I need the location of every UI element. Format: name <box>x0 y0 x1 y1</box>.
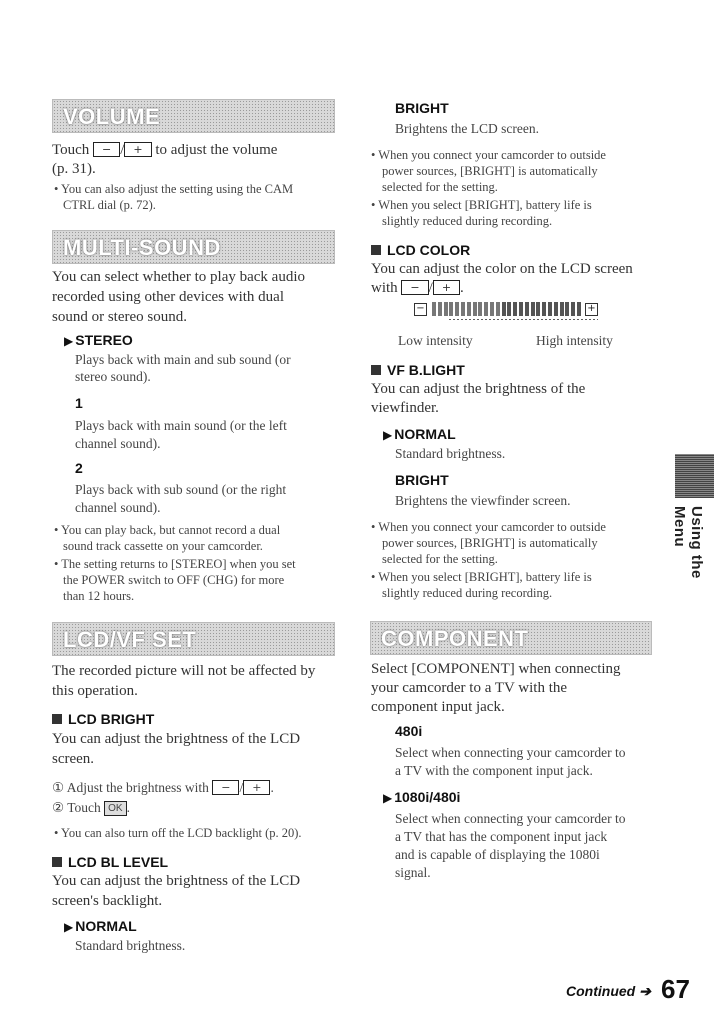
section-banner-volume: VOLUME <box>52 99 335 133</box>
intensity-segment <box>455 302 459 316</box>
page-number: 67 <box>661 974 690 1004</box>
section-banner-component: COMPONENT <box>370 621 652 655</box>
intensity-segment <box>467 302 471 316</box>
intensity-segment <box>548 302 552 316</box>
intensity-segment <box>502 302 506 316</box>
square-bullet-icon <box>371 245 381 255</box>
intensity-segment <box>432 302 436 316</box>
selected-triangle-icon: ▶ <box>64 920 74 934</box>
option-stereo: ▶ STEREO <box>64 332 133 348</box>
low-intensity-label: Low intensity <box>398 333 473 348</box>
selected-triangle-icon: ▶ <box>383 791 393 805</box>
intensity-segment <box>461 302 465 316</box>
lcd-bl-level-heading: LCD BL LEVEL <box>52 853 168 871</box>
right-bright-heading: BRIGHT <box>395 100 449 116</box>
selected-triangle-icon: ▶ <box>383 428 393 442</box>
minus-key-icon: − <box>212 780 239 795</box>
intensity-segment <box>554 302 558 316</box>
intensity-dots <box>448 318 598 321</box>
arrow-right-icon: ➔ <box>639 983 651 999</box>
volume-text: Touch − / + to adjust the volume <box>52 142 278 158</box>
intensity-segment <box>484 302 488 316</box>
option-480i: 480i <box>395 723 423 739</box>
option-1080i: ▶ 1080i/480i <box>383 789 461 805</box>
section-banner-lcdvf: LCD/VF SET <box>52 622 335 656</box>
ok-key-icon: OK <box>104 801 126 816</box>
plus-key-icon: + <box>124 142 151 157</box>
intensity-segment <box>571 302 575 316</box>
intensity-segment <box>525 302 529 316</box>
intensity-segment <box>478 302 482 316</box>
section-banner-multisound: MULTI-SOUND <box>52 230 335 264</box>
selected-triangle-icon: ▶ <box>64 334 74 348</box>
continued-label: Continued ➔ <box>566 983 651 999</box>
vf-blight-heading: VF B.LIGHT <box>371 361 465 379</box>
side-tab-block <box>675 454 714 498</box>
intensity-segment <box>496 302 500 316</box>
option-normal-vf: ▶ NORMAL <box>383 426 456 442</box>
intensity-segment <box>536 302 540 316</box>
plus-key-icon: + <box>243 780 270 795</box>
intensity-bar <box>398 300 623 322</box>
square-bullet-icon <box>371 365 381 375</box>
intensity-segment <box>449 302 453 316</box>
intensity-segment <box>542 302 546 316</box>
color-with: with − / + . <box>371 280 464 296</box>
square-bullet-icon <box>52 714 62 724</box>
volume-ref: (p. 31). <box>52 161 96 177</box>
intensity-segment <box>560 302 564 316</box>
plus-box-icon: + <box>585 303 598 316</box>
intensity-segment <box>565 302 569 316</box>
intensity-segment <box>473 302 477 316</box>
intensity-segment <box>577 302 581 316</box>
high-intensity-label: High intensity <box>536 333 613 348</box>
option-2: 2 <box>75 460 83 476</box>
minus-key-icon: − <box>93 142 120 157</box>
intensity-segment <box>490 302 494 316</box>
intensity-segment <box>519 302 523 316</box>
lcd-bright-heading: LCD BRIGHT <box>52 710 154 728</box>
intensity-segment <box>507 302 511 316</box>
step-touch: ② Touch OK . <box>52 800 130 815</box>
side-tab-label: Using the Menu <box>671 506 705 579</box>
volume-note: • You can also adjust the setting using the CAM <box>54 181 293 197</box>
intensity-segment <box>438 302 442 316</box>
plus-key-icon: + <box>433 280 460 295</box>
minus-box-icon: − <box>414 303 427 316</box>
minus-key-icon: − <box>401 280 428 295</box>
square-bullet-icon <box>52 857 62 867</box>
option-normal-lcd: ▶ NORMAL <box>64 918 137 934</box>
intensity-segment <box>531 302 535 316</box>
step-adjust: ① Adjust the brightness with − / + . <box>52 780 274 795</box>
option-bright-vf: BRIGHT <box>395 472 449 488</box>
option-1: 1 <box>75 395 83 411</box>
side-tab <box>671 454 714 612</box>
lcd-color-heading: LCD COLOR <box>371 241 470 259</box>
intensity-segment <box>513 302 517 316</box>
intensity-segment <box>444 302 448 316</box>
